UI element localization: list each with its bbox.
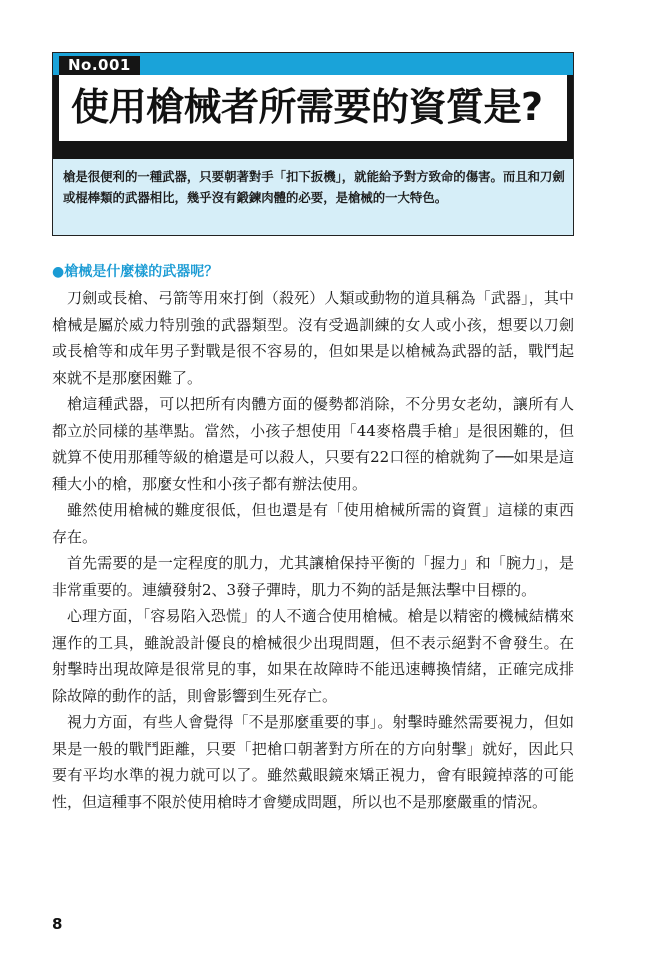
page-number: 8 <box>52 915 63 933</box>
header-divider-bar <box>53 141 573 159</box>
body-paragraph: 槍這種武器，可以把所有肉體方面的優勢都消除，不分男女老幼，讓所有人都立於同樣的基準點。當然，小孩子想使用「44麥格農手槍」是很困難的，但就算不使用那種等級的槍還是可以殺人，只要有22口徑的槍就夠了──如果是這種大小的槍，那麼女性和小孩子都有辦法使用。 <box>52 395 574 493</box>
body-paragraph: 刀劍或長槍、弓箭等用來打倒（殺死）人類或動物的道具稱為「武器」，其中槍械是屬於威力特別強的武器類型。沒有受過訓練的女人或小孩，想要以刀劍或長槍等和成年男子對戰是很不容易的，但如果是以槍械為武器的話，戰鬥起來就不是那麼困難了。 <box>52 289 574 387</box>
article-header <box>52 52 574 236</box>
summary-box: 槍是很便利的一種武器，只要朝著對手「扣下扳機」，就能給予對方致命的傷害。而且和刀劍或棍棒類的武器相比，幾乎沒有鍛鍊肉體的必要，是槍械的一大特色。 <box>53 159 573 235</box>
body-paragraph: 雖然使用槍械的難度很低，但也還是有「使用槍械所需的資質」這樣的東西存在。 <box>52 501 574 546</box>
article-body <box>52 285 574 815</box>
section-heading: ●槍械是什麼樣的武器呢？ <box>52 264 219 280</box>
body-paragraph: 首先需要的是一定程度的肌力，尤其讓槍保持平衡的「握力」和「腕力」，是非常重要的。連續發射2、3發子彈時，肌力不夠的話是無法擊中目標的。 <box>52 554 574 599</box>
body-paragraph: 心理方面，「容易陷入恐慌」的人不適合使用槍械。槍是以精密的機械結構來運作的工具，雖說設計優良的槍械很少出現問題，但不表示絕對不會發生。在射擊時出現故障是很常見的事，如果在故障時不能迅速轉換情緒，正確完成排除故障的動作的話，則會影響到生死存亡。 <box>52 607 574 705</box>
body-paragraph: 視力方面，有些人會覺得「不是那麼重要的事」。射擊時雖然需要視力，但如果是一般的戰鬥距離，只要「把槍口朝著對方所在的方向射擊」就好，因此只要有平均水準的視力就可以了。雖然戴眼鏡來矯正視力，會有眼鏡掉落的可能性，但這種事不限於使用槍時才會變成問題，所以也不是那麼嚴重的情況。 <box>52 713 574 811</box>
article-number-tag: No.001 <box>59 56 140 75</box>
article-title: 使用槍械者所需要的資質是? <box>53 75 573 141</box>
